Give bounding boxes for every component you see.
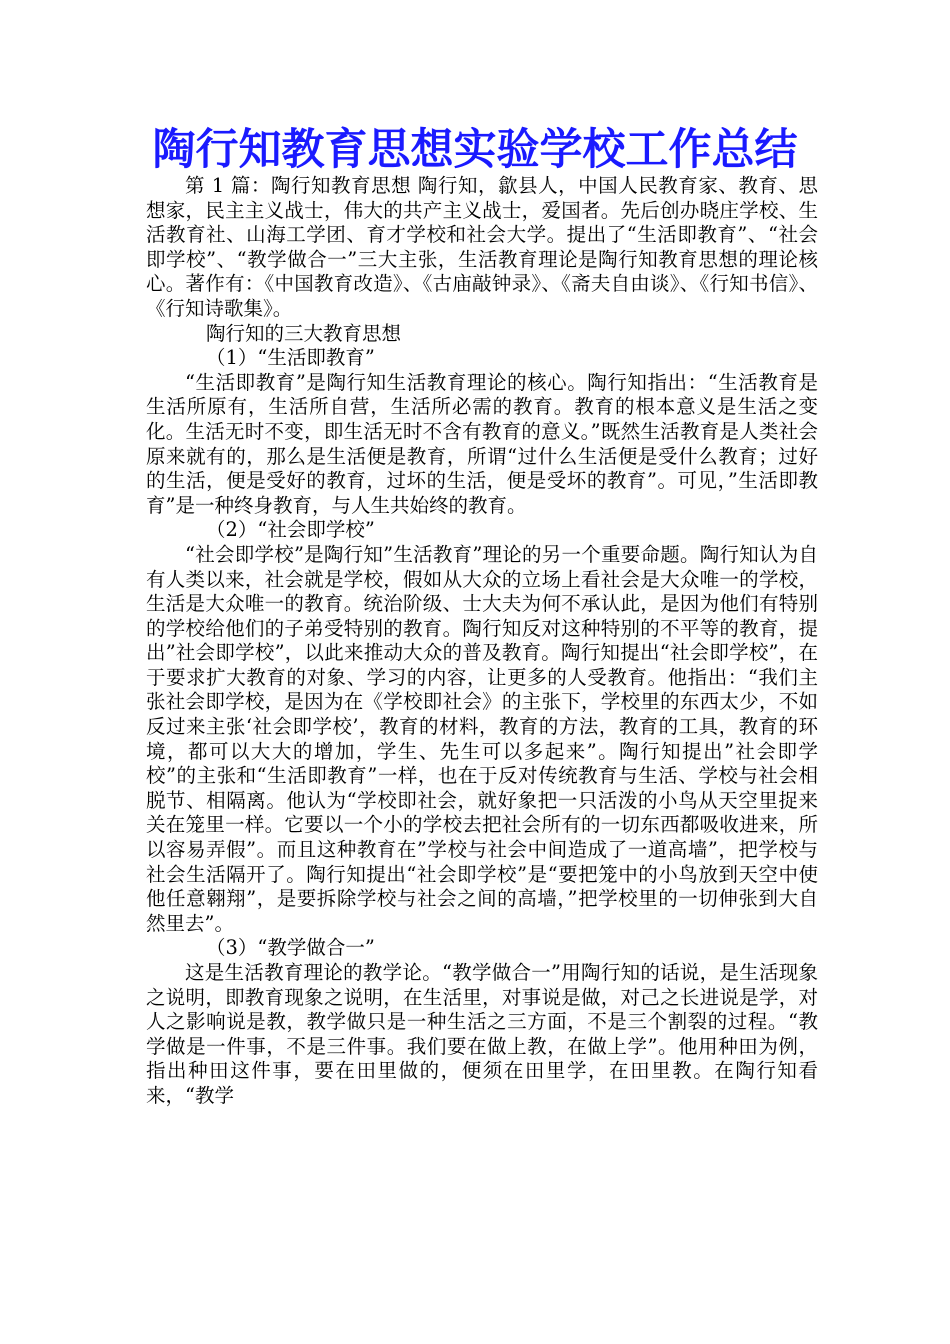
intro-paragraph: 第 1 篇：陶行知教育思想 陶行知，歙县人，中国人民教育家、教育、思想家，民主主义战士，伟大的共产主义战士，爱国者。先后创办晓庄学校、生活教育社、山海工学团、育才学校和社会大学。提出了“生活即教育”、“社会即学校”、“教学做合一”三大主张，生活教育理论是陶行知教育思想的理论核心。著作有：《中国教育改造》、《古庙敲钟录》、《斋夫自由谈》、《行知书信》、《行知诗歌集》。 — [146, 174, 818, 320]
subheading-1: （1）“生活即教育” — [206, 346, 375, 370]
document-title: 陶行知教育思想实验学校工作总结 — [152, 125, 798, 175]
subheading-2: （2）“社会即学校” — [206, 518, 375, 542]
paragraph-1: “生活即教育”是陶行知生活教育理论的核心。陶行知指出：“生活教育是生活所原有，生活所自营，生活所必需的教育。教育的根本意义是生活之变化。生活无时不变，即生活无时不含有教育的意义。”既然生活教育是人类社会原来就有的，那么是生活便是教育，所谓“过什么生活便是受什么教育；过好的生活，便是受好的教育，过坏的生活，便是受坏的教育”。可见，”生活即教育”是一种终身教育，与人生共始终的教育。 — [146, 370, 818, 517]
section-heading: 陶行知的三大教育思想 — [206, 321, 402, 345]
paragraph-3: 这是生活教育理论的教学论。“教学做合一”用陶行知的话说，是生活现象之说明，即教育现象之说明，在生活里，对事说是做，对己之长进说是学，对人之影响说是教，教学做只是一种生活之三方面，不是三个割裂的过程。“教学做是一件事，不是三件事。我们要在做上教，在做上学”。他用种田为例，指出种田这件事，要在田里做的，便须在田里学，在田里教。在陶行知看来，“教学 — [146, 961, 818, 1107]
document-body — [146, 174, 818, 1109]
paragraph-2: “社会即学校”是陶行知”生活教育”理论的另一个重要命题。陶行知认为自有人类以来，社会就是学校，假如从大众的立场上看社会是大众唯一的学校，生活是大众唯一的教育。统治阶级、士大夫为何不承认此，是因为他们有特别的学校给他们的子弟受特别的教育。陶行知反对这种特别的不平等的教育，提出”社会即学校”，以此来推动大众的普及教育。陶行知提出“社会即学校”，在于要求扩大教育的对象、学习的内容，让更多的人受教育。他指出：“我们主张社会即学校，是因为在《学校即社会》的主张下，学校里的东西太少，不如反过来主张‘社会即学校’，教育的材料，教育的方法，教育的工具，教育的环境，都可以大大的增加，学生、先生可以多起来”。陶行知提出”社会即学校”的主张和“生活即教育”一样，也在于反对传统教育与生活、学校与社会相脱节、相隔离。他认为“学校即社会，就好象把一只活泼的小鸟从天空里捉来关在笼里一样。它要以一个小的学校去把社会所有的一切东西都吸收进来，所以容易弄假”。而且这种教育在”学校与社会中间造成了一道高墙”，把学校与社会生活隔开了。陶行知提出“社会即学校”是“要把笼中的小鸟放到天空中使他任意翱翔”，是要拆除学校与社会之间的高墙，”把学校里的一切伸张到大自然里去”。 — [146, 542, 818, 935]
subheading-3: （3）“教学做合一” — [206, 936, 375, 960]
